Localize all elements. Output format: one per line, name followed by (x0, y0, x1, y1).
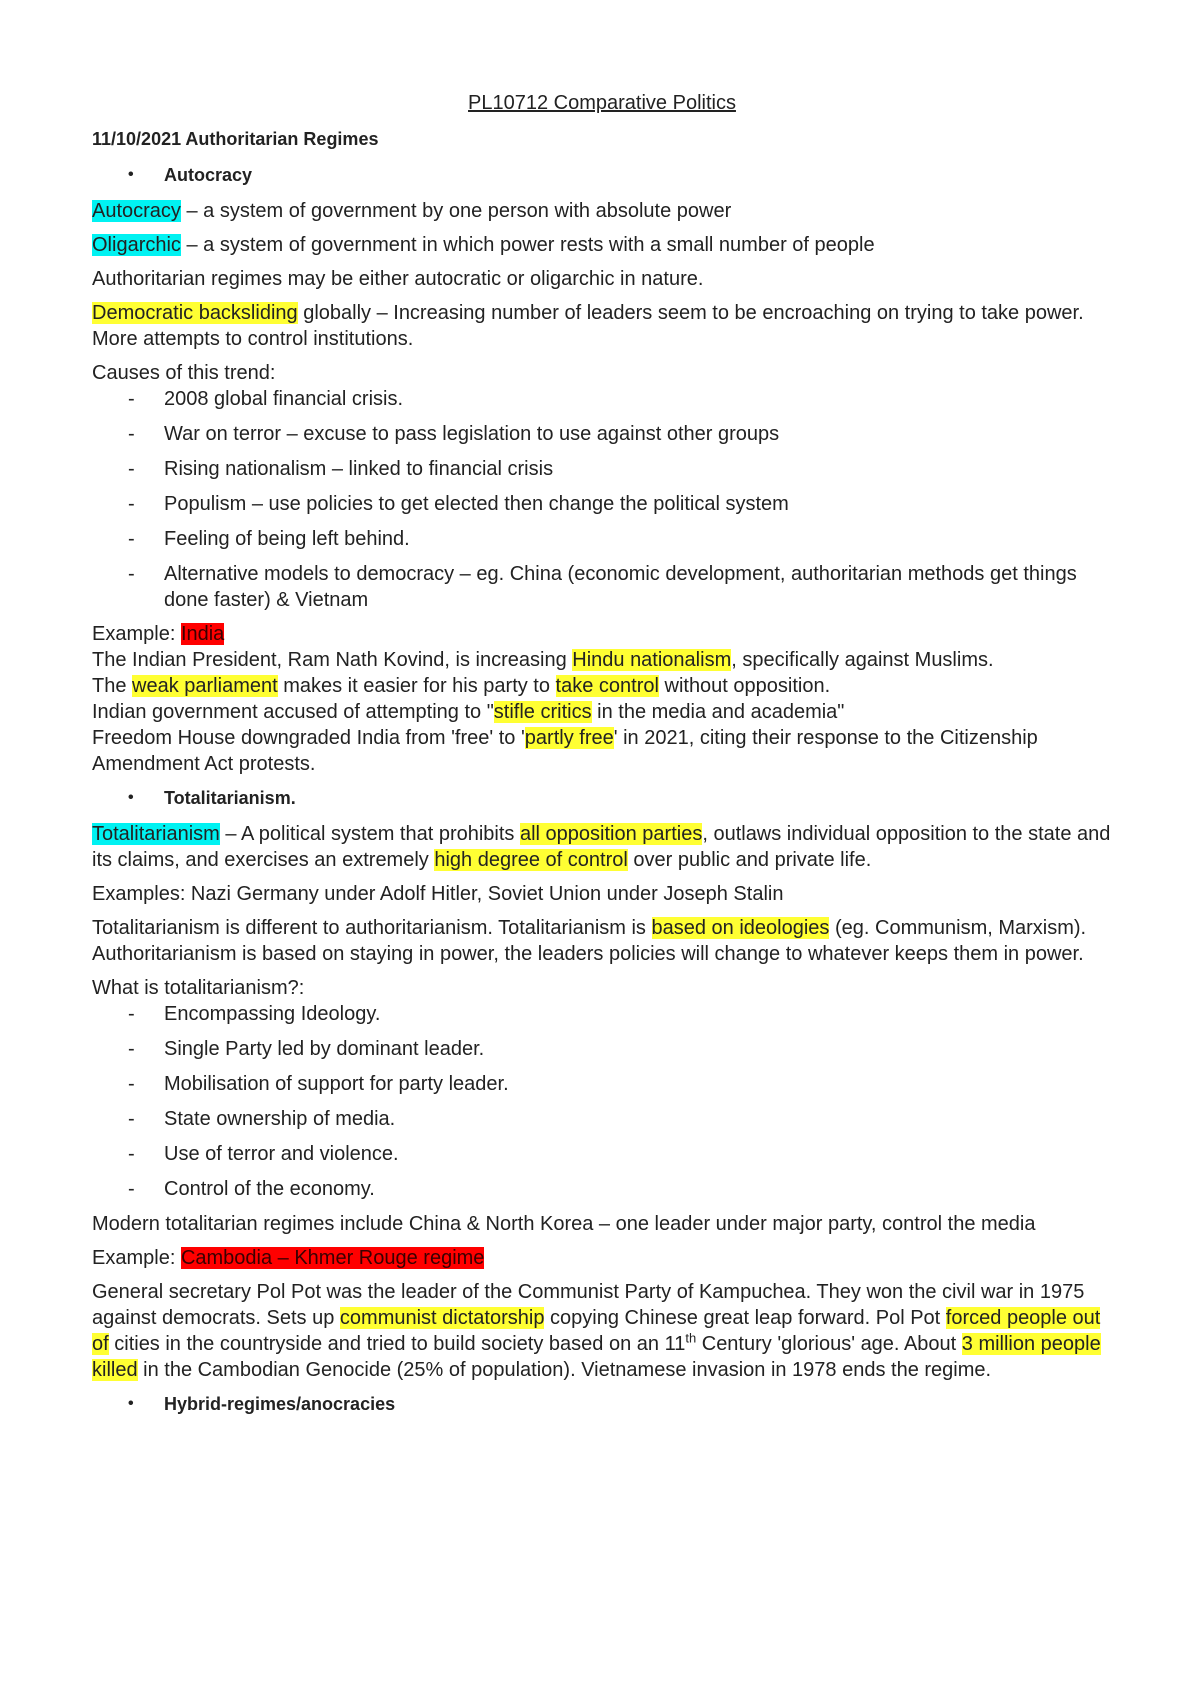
definition-oligarchic: Oligarchic – a system of government in which power rests with a small number of people (92, 234, 875, 256)
example-india-block (92, 621, 1112, 777)
list-item: - Use of terror and violence. (128, 1143, 399, 1165)
list-item: - Populism – use policies to get elected then change the political system (128, 493, 789, 515)
term-totalitarianism: Totalitarianism (92, 823, 220, 845)
lecture-date-heading: 11/10/2021 Authoritarian Regimes (92, 129, 379, 149)
india-line-1: The Indian President, Ram Nath Kovind, is increasing Hindu nationalism, specifically against Muslims. (92, 649, 994, 671)
term-autocracy: Autocracy (92, 200, 181, 222)
list-item: - War on terror – excuse to pass legislation to use against other groups (128, 423, 780, 445)
bullet-icon: • (128, 789, 134, 806)
section-heading-totalitarianism: • Totalitarianism. (92, 785, 1112, 811)
india-line-4: Freedom House downgraded India from 'free' to 'partly free' in 2021, citing their response to the Citizenship Amendment Act protests. (92, 727, 1038, 775)
definition-autocracy: Autocracy – a system of government by one person with absolute power (92, 200, 732, 222)
term-oligarchic: Oligarchic (92, 234, 181, 256)
features-intro: What is totalitarianism?: (92, 977, 305, 999)
bullet-icon: • (128, 166, 134, 183)
totalitarian-vs-authoritarian: Totalitarianism is different to authoritarianism. Totalitarianism is based on ideologies (eg. Communism, Marxism). Authoritarianism is based on staying in power, the leaders policies will change to whatever keeps them in power. (92, 917, 1087, 965)
list-item: - Alternative models to democracy – eg. China (economic development, authoritarian methods get things done faster) & Vietnam (128, 563, 1077, 611)
example-cambodia-label: Example: Cambodia – Khmer Rouge regime (92, 1247, 485, 1269)
totalitarian-examples: Examples: Nazi Germany under Adolf Hitler, Soviet Union under Joseph Stalin (92, 883, 784, 905)
list-item: - Control of the economy. (128, 1178, 375, 1200)
list-item: - Encompassing Ideology. (128, 1003, 381, 1025)
cambodia-paragraph: General secretary Pol Pot was the leader of the Communist Party of Kampuchea. They won the civil war in 1975 against democrats. Sets up communist dictatorship copying Chinese great leap forward. Pol Pot forced people out of cities in the countryside and tried to build society based on an 11th Century 'glorious' age. About 3 million people killed in the Cambodian Genocide (25% of population). Vietnamese invasion in 1978 ends the regime. (92, 1281, 1101, 1381)
example-india-label: Example: India (92, 623, 225, 645)
causes-list (92, 386, 1112, 613)
definition-totalitarianism: Totalitarianism – A political system that prohibits all opposition parties, outlaws individual opposition to the state and its claims, and exercises an extremely high degree of control over public and private life. (92, 823, 1111, 871)
causes-intro: Causes of this trend: (92, 362, 276, 384)
modern-totalitarian-regimes: Modern totalitarian regimes include China & North Korea – one leader under major party, control the media (92, 1213, 1036, 1235)
section-heading-autocracy: • Autocracy (92, 162, 1112, 188)
authoritarian-note: Authoritarian regimes may be either autocratic or oligarchic in nature. (92, 268, 704, 290)
list-item: - Feeling of being left behind. (128, 528, 410, 550)
list-item: - State ownership of media. (128, 1108, 396, 1130)
list-item: - Single Party led by dominant leader. (128, 1038, 485, 1060)
example-cambodia-name: Cambodia – Khmer Rouge regime (180, 1247, 485, 1269)
example-india-name: India (180, 623, 225, 645)
document-body (92, 90, 1112, 1427)
india-line-2: The weak parliament makes it easier for his party to take control without opposition. (92, 675, 831, 697)
document-title: PL10712 Comparative Politics (468, 92, 736, 114)
bullet-icon: • (128, 1395, 134, 1412)
features-list (92, 1001, 1112, 1202)
democratic-backsliding: Democratic backsliding globally – Increasing number of leaders seem to be encroaching on trying to take power. More attempts to control institutions. (92, 302, 1084, 350)
term-democratic-backsliding: Democratic backsliding (92, 302, 298, 324)
india-line-3: Indian government accused of attempting to "stifle critics in the media and academia" (92, 701, 845, 723)
list-item: - Rising nationalism – linked to financial crisis (128, 458, 554, 480)
list-item: - Mobilisation of support for party leader. (128, 1073, 509, 1095)
list-item: - 2008 global financial crisis. (128, 388, 404, 410)
section-heading-hybrid-regimes: • Hybrid-regimes/anocracies (92, 1391, 1112, 1417)
